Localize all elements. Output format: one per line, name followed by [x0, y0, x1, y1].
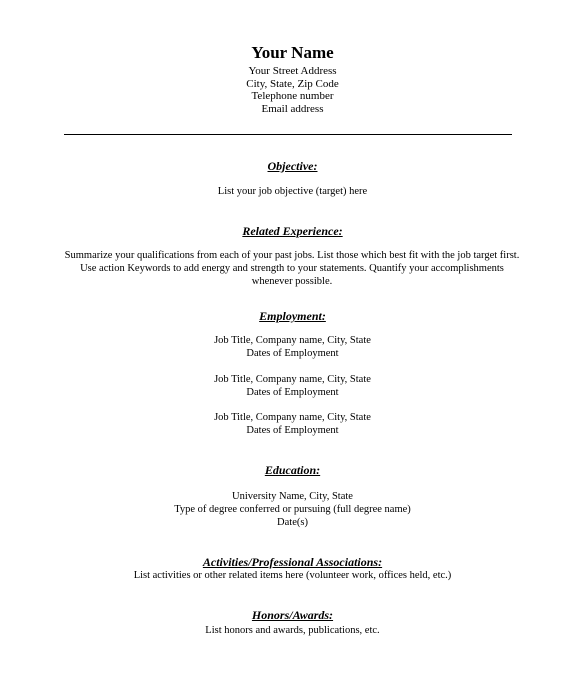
- email-address: Email address: [261, 103, 324, 116]
- objective-heading: Objective:: [267, 159, 318, 173]
- objective-text: List your job objective (target) here: [217, 186, 368, 197]
- street-address: Your Street Address: [248, 65, 337, 77]
- related-experience-text: Summarize your qualifications from each of your past jobs. List those which best fit with the job target first. Use action Keywords to add energy and strength to your statements. Quantify your accomplishments whenever possible.: [64, 250, 520, 287]
- applicant-name: Your Name: [251, 43, 334, 62]
- honors-text: List honors and awards, publications, etc.: [205, 625, 380, 636]
- university-name: University Name, City, State: [232, 491, 353, 502]
- education-heading: Education:: [264, 463, 321, 477]
- activities-heading: Activities/Professional Associations:: [202, 555, 383, 569]
- city-state-zip: City, State, Zip Code: [246, 77, 339, 90]
- activities-text: List activities or other related items here (volunteer work, offices held, etc.): [133, 570, 452, 581]
- employment-job-3: [0, 412, 585, 438]
- job-dates: Dates of Employment: [246, 424, 339, 436]
- header-divider: [64, 134, 512, 135]
- honors-heading: Honors/Awards:: [251, 608, 334, 622]
- employment-job-2: [0, 374, 585, 400]
- job-title: Job Title, Company name, City, State: [214, 374, 371, 385]
- job-dates: Dates of Employment: [246, 386, 339, 398]
- contact-block: [0, 65, 585, 116]
- employment-heading: Employment:: [259, 309, 326, 323]
- related-experience-heading: Related Experience:: [242, 224, 343, 238]
- job-title: Job Title, Company name, City, State: [214, 412, 371, 423]
- education-block: [0, 491, 585, 529]
- employment-job-1: [0, 335, 585, 361]
- job-dates: Dates of Employment: [246, 347, 339, 359]
- job-title: Job Title, Company name, City, State: [214, 335, 371, 346]
- education-dates: Date(s): [277, 516, 308, 528]
- degree-type: Type of degree conferred or pursuing (full degree name): [174, 503, 411, 515]
- telephone-number: Telephone number: [251, 90, 334, 103]
